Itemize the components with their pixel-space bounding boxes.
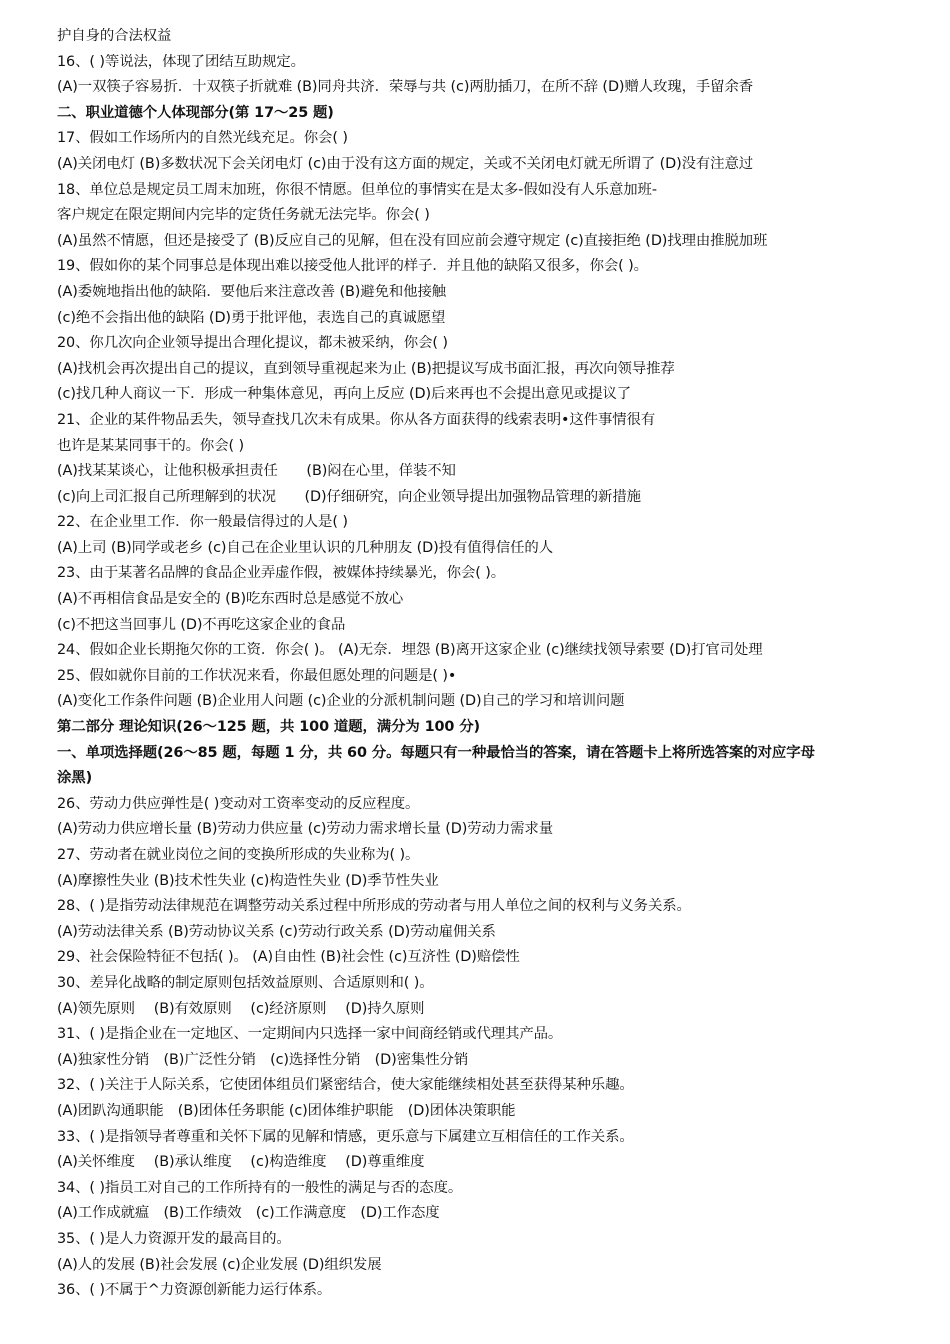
text-line: (c)找几种人商议一下．形成一种集体意见，再向上反应 (D)后来再也不会提出意见或提议了 — [57, 386, 632, 403]
text-line: 31、( )是指企业在一定地区、一定期间内只选择一家中间商经销或代理其产品。 — [57, 1026, 563, 1043]
text-line: (A)摩擦性失业 (B)技术性失业 (c)构造性失业 (D)季节性失业 — [57, 872, 439, 889]
text-line: 35、( )是人力资源开发的最高目的。 — [57, 1230, 291, 1247]
text-line: 32、( )关注于人际关系，它使团体组员们紧密结合，使大家能继续相处甚至获得某种乐趣。 — [57, 1077, 634, 1094]
text-line: (A)工作成就瘟 (B)工作绩效 (c)工作满意度 (D)工作态度 — [57, 1205, 440, 1222]
text-line: (A)找某某谈心，让他积极承担责任 (B)闷在心里，佯装不知 — [57, 463, 456, 480]
text-line: (A)虽然不情愿，但还是接受了 (B)反应自己的见解，但在没有回应前会遵守规定 (c)直接拒绝 (D)找理由推脱加班 — [57, 232, 768, 249]
text-line: (c)绝不会指出他的缺陷 (D)勇于批评他，表选自己的真诚愿望 — [57, 309, 446, 326]
text-line: 21、企业的某件物品丢失，领导查找几次未有成果。你从各方面获得的线索表明•这件事情很有 — [57, 411, 656, 428]
document-page — [57, 24, 937, 1304]
text-line: (A)团趴沟通职能 (B)团体任务职能 (c)团体维护职能 (D)团体决策职能 — [57, 1102, 516, 1119]
text-line: (A)人的发展 (B)社会发展 (c)企业发展 (D)组织发展 — [57, 1256, 382, 1273]
text-line: (A)劳动力供应增长量 (B)劳动力供应量 (c)劳动力需求增长量 (D)劳动力需求量 — [57, 821, 553, 838]
section-heading: 第二部分 理论知识(26～125 题，共 100 道题，满分为 100 分) — [57, 719, 480, 736]
text-line: 26、劳动力供应弹性是( )变动对工资率变动的反应程度。 — [57, 795, 420, 812]
text-line: 22、在企业里工作．你一般最信得过的人是( ) — [57, 514, 348, 531]
text-line: (A)上司 (B)同学或老乡 (c)自己在企业里认识的几种朋友 (D)投有值得信任的人 — [57, 539, 553, 556]
text-line: 16、( )等说法，体现了团结互助规定。 — [57, 53, 305, 70]
section-heading: 二、职业道德个人体现部分(第 17～25 题) — [57, 104, 334, 121]
text-line: 17、假如工作场所内的自然光线充足。你会( ) — [57, 130, 348, 147]
text-line: 19、假如你的某个同事总是体现出难以接受他人批评的样子．并且他的缺陷又很多，你会( )。 — [57, 258, 648, 275]
text-line: (A)劳动法律关系 (B)劳动协议关系 (c)劳动行政关系 (D)劳动雇佣关系 — [57, 923, 496, 940]
text-line: 28、( )是指劳动法律规范在调整劳动关系过程中所形成的劳动者与用人单位之间的权利与义务关系。 — [57, 898, 691, 915]
text-line: 客户规定在限定期间内完毕的定货任务就无法完毕。你会( ) — [57, 207, 430, 224]
text-line: 34、( )指员工对自己的工作所持有的一般性的满足与否的态度。 — [57, 1179, 463, 1196]
text-line: (A)变化工作条件问题 (B)企业用人问题 (c)企业的分派机制问题 (D)自己的学习和培训问题 — [57, 693, 625, 710]
text-line: 20、你几次向企业领导提出合理化提议，都未被采纳，你会( ) — [57, 335, 448, 352]
text-line: 29、社会保险特征不包括( )。 (A)自由性 (B)社会性 (c)互济性 (D)赔偿性 — [57, 949, 520, 966]
section-heading: 一、单项选择题(26～85 题，每题 1 分，共 60 分。每题只有一种最恰当的答案，请在答题卡上将所选答案的对应字母 — [57, 744, 815, 761]
text-line: 18、单位总是规定员工周末加班，你很不情愿。但单位的事情实在是太多-假如没有人乐意加班- — [57, 181, 657, 198]
text-line: (c)向上司汇报自己所理解到的状况 (D)仔细研究，向企业领导提出加强物品管理的新措施 — [57, 488, 641, 505]
text-line: (A)领先原则 (B)有效原则 (c)经济原则 (D)持久原则 — [57, 1000, 425, 1017]
text-line: (A)关闭电灯 (B)多数状况下会关闭电灯 (c)由于没有这方面的规定，关或不关闭电灯就无所谓了 (D)没有注意过 — [57, 155, 754, 172]
text-line: 25、假如就你目前的工作状况来看，你最但愿处理的问题是( )• — [57, 667, 457, 684]
text-line: 23、由于某著名品牌的食品企业弄虚作假，被媒体持续暴光，你会( )。 — [57, 565, 506, 582]
text-line: (A)找机会再次提出自己的提议，直到领导重视起来为止 (B)把提议写成书面汇报，再次向领导推荐 — [57, 360, 675, 377]
text-line: 也许是某某同事干的。你会( ) — [57, 437, 244, 454]
text-line: (A)一双筷子容易折．十双筷子折就难 (B)同舟共济．荣辱与共 (c)两肋插刀，在所不辞 (D)赠人玫瑰，手留余香 — [57, 79, 754, 96]
section-heading: 涂黑) — [57, 770, 93, 787]
text-line: 36、( )不属于^力资源创新能力运行体系。 — [57, 1282, 332, 1299]
text-line: (A)不再相信食品是安全的 (B)吃东西时总是感觉不放心 — [57, 591, 404, 608]
text-line: 24、假如企业长期拖欠你的工资．你会( )。 (A)无奈．埋怨 (B)离开这家企业 (c)继续找领导索要 (D)打官司处理 — [57, 642, 763, 659]
text-line: 33、( )是指领导者尊重和关怀下属的见解和情感，更乐意与下属建立互相信任的工作关系。 — [57, 1128, 634, 1145]
text-line: (A)独家性分销 (B)广泛性分销 (c)选择性分销 (D)密集性分销 — [57, 1051, 469, 1068]
text-line: (A)委婉地指出他的缺陷．要他后来注意改善 (B)避免和他接触 — [57, 283, 447, 300]
text-line: 护自身的合法权益 — [57, 28, 172, 44]
text-line: 30、差异化战略的制定原则包括效益原则、合适原则和( )。 — [57, 974, 434, 991]
text-line: (A)关怀维度 (B)承认维度 (c)构造维度 (D)尊重维度 — [57, 1154, 425, 1171]
text-line: 27、劳动者在就业岗位之间的变换所形成的失业称为( )。 — [57, 847, 420, 863]
text-line: (c)不把这当回事儿 (D)不再吃这家企业的食品 — [57, 616, 346, 633]
